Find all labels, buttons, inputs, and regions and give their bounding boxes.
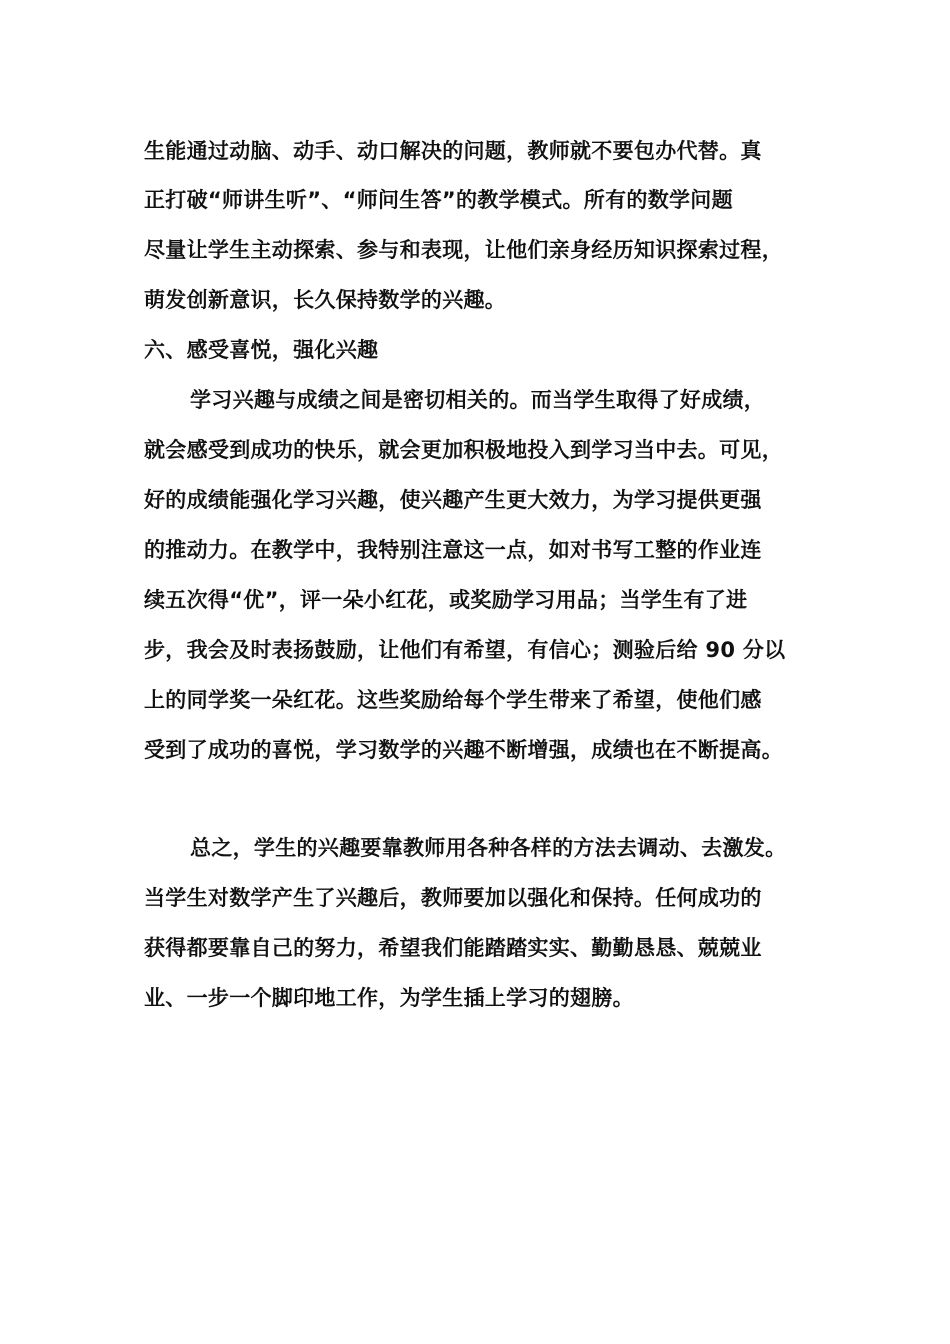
paragraph-3-line-3: 获得都要靠自己的努力，希望我们能踏踏实实、勤勤恳恳、兢兢业 — [144, 936, 762, 960]
section-heading: 六、感受喜悦，强化兴趣 — [144, 338, 379, 362]
paragraph-1-line-3: 尽量让学生主动探索、参与和表现，让他们亲身经历知识探索过程， — [144, 238, 783, 262]
paragraph-1-line-2: 正打破“师讲生听”、“师问生答”的教学模式。所有的数学问题 — [144, 188, 733, 212]
paragraph-1-line-1: 生能通过动脑、动手、动口解决的问题，教师就不要包办代替。真 — [144, 139, 762, 163]
paragraph-2-line-5: 续五次得“优”，评一朵小红花，或奖励学习用品；当学生有了进 — [144, 588, 748, 612]
paragraph-2-line-8: 受到了成功的喜悦，学习数学的兴趣不断增强，成绩也在不断提高。 — [144, 738, 783, 762]
paragraph-3-line-2: 当学生对数学产生了兴趣后，教师要加以强化和保持。任何成功的 — [144, 886, 762, 910]
paragraph-3-line-1: 总之，学生的兴趣要靠教师用各种各样的方法去调动、去激发。 — [190, 836, 787, 860]
paragraph-3-line-4: 业、一步一个脚印地工作，为学生插上学习的翅膀。 — [144, 986, 634, 1010]
paragraph-2-line-2: 就会感受到成功的快乐，就会更加积极地投入到学习当中去。可见， — [144, 438, 783, 462]
paragraph-2-line-6: 步，我会及时表扬鼓励，让他们有希望，有信心；测验后给 90 分以 — [144, 638, 786, 662]
paragraph-1-line-4: 萌发创新意识，长久保持数学的兴趣。 — [144, 288, 507, 312]
paragraph-2-line-1: 学习兴趣与成绩之间是密切相关的。而当学生取得了好成绩， — [190, 388, 766, 412]
paragraph-2-line-4: 的推动力。在教学中，我特别注意这一点，如对书写工整的作业连 — [144, 538, 762, 562]
paragraph-2-line-7: 上的同学奖一朵红花。这些奖励给每个学生带来了希望，使他们感 — [144, 688, 762, 712]
paragraph-2-line-3: 好的成绩能强化学习兴趣，使兴趣产生更大效力，为学习提供更强 — [144, 488, 762, 512]
